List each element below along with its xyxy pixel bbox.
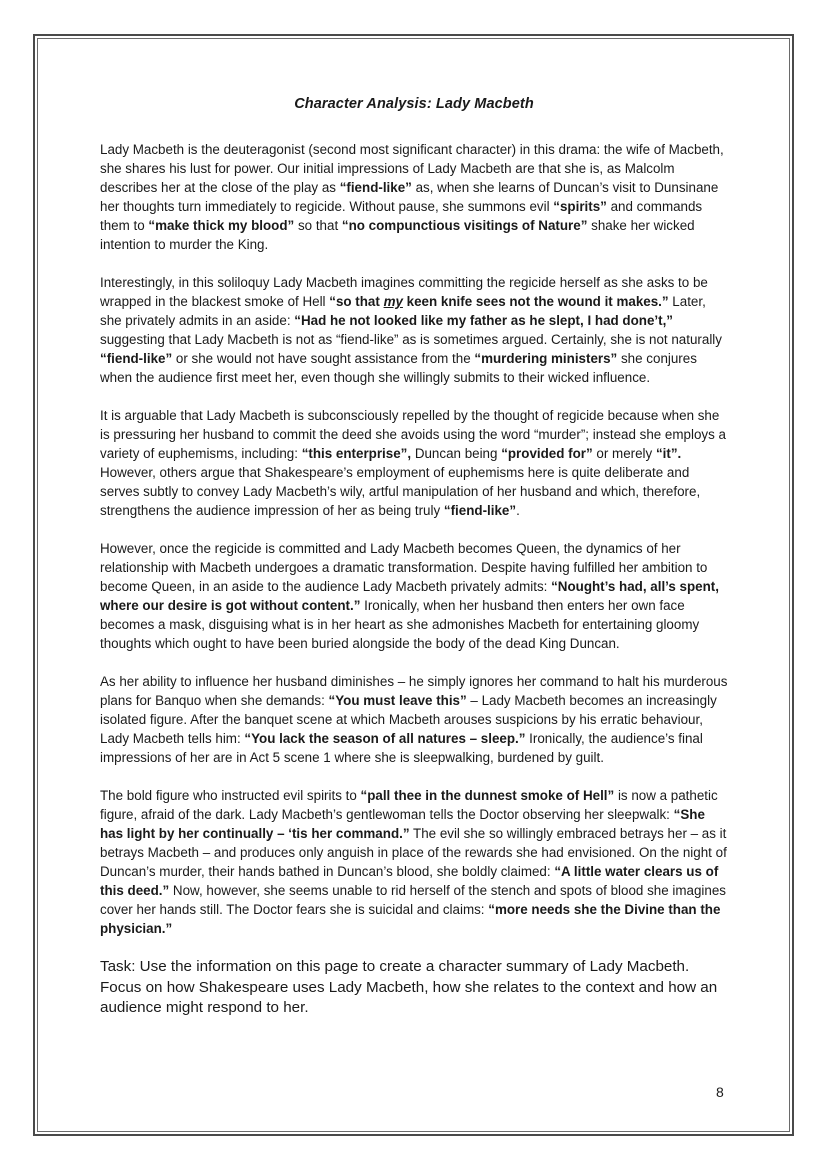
document-title: Character Analysis: Lady Macbeth: [294, 96, 534, 112]
quotation: “fiend-like”: [100, 351, 173, 366]
paragraph: [100, 273, 728, 387]
text-run: or merely: [592, 446, 656, 461]
text-run: as, when she learns of Duncan’s visit to Dunsinane her thoughts turn immediately to regicide. Without pause, she summons evil: [100, 180, 719, 214]
quotation: “spirits”: [553, 199, 607, 214]
text-run: It is arguable that Lady Macbeth is subconsciously repelled by the thought of regicide because when she is pressuring her husband to commit the deed she avoids using the word “murder”; instead she employs a variety of euphemisms, including:: [100, 408, 726, 461]
quotation: “murdering ministers”: [474, 351, 618, 366]
text-run: As her ability to influence her husband diminishes – he simply ignores her command to halt his murderous plans for Banquo when she demands:: [100, 674, 728, 708]
text-run: However, once the regicide is committed and Lady Macbeth becomes Queen, the dynamics of her relationship with Macbeth undergoes a dramatic transformation. Despite having fulfilled her ambition to become Queen, in an aside to the audience Lady Macbeth privately admits:: [100, 541, 708, 594]
document-body: [100, 96, 728, 1019]
quotation: “provided for”: [501, 446, 593, 461]
quotation: “this enterprise”,: [301, 446, 412, 461]
text-run: suggesting that Lady Macbeth is not as “fiend-like” as is sometimes argued. Certainly, she is not naturally: [100, 332, 722, 347]
quotation: “She has light by her continually – ‘tis her command.”: [100, 807, 705, 841]
paragraph: [100, 140, 728, 254]
quotation: “no compunctious visitings of Nature”: [341, 218, 588, 233]
quotation: “You lack the season of all natures – sleep.”: [244, 731, 526, 746]
quotation: “more needs she the Divine than the physician.”: [100, 902, 721, 936]
paragraph-list: [100, 140, 728, 938]
quotation: “fiend-like”: [339, 180, 412, 195]
text-run: she conjures when the audience first meet her, even though she willingly submits to their wicked influence.: [100, 351, 697, 385]
paragraph: [100, 786, 728, 938]
text-run: Duncan being: [411, 446, 502, 461]
text-run: Ironically, the audience’s final impressions of her are in Act 5 scene 1 where she is sleepwalking, burdened by guilt.: [100, 731, 703, 765]
paragraph: [100, 406, 728, 520]
quotation: “it”.: [655, 446, 682, 461]
text-run: .: [516, 503, 520, 518]
text-run: shake her wicked intention to murder the King.: [100, 218, 695, 252]
text-run: – Lady Macbeth becomes an increasingly isolated figure. After the banquet scene at which Macbeth arouses suspicions by his erratic behaviour, Lady Macbeth tells him:: [100, 693, 717, 746]
paragraph: [100, 539, 728, 653]
text-run: Interestingly, in this soliloquy Lady Macbeth imagines committing the regicide herself as she asks to be wrapped in the blackest smoke of Hell: [100, 275, 708, 309]
text-run: Now, however, she seems unable to rid herself of the stench and spots of blood she imagines cover her hands still. The Doctor fears she is suicidal and claims:: [100, 883, 726, 917]
quotation: keen knife sees not the wound it makes.”: [402, 294, 669, 309]
quotation: my: [383, 294, 403, 309]
text-run: Ironically, when her husband then enters her own face becomes a mask, disguising what is in her heart as she admonishes Macbeth for entertaining gloomy thoughts which ought to have been buried alongside the body of the dead King Duncan.: [100, 598, 700, 651]
text-run: The bold figure who instructed evil spirits to: [100, 788, 361, 803]
quotation: “so that: [329, 294, 384, 309]
paragraph: [100, 672, 728, 767]
text-run: or she would not have sought assistance from the: [172, 351, 475, 366]
text-run: and commands them to: [100, 199, 703, 233]
text-run: Later, she privately admits in an aside:: [100, 294, 706, 328]
quotation: “fiend-like”: [443, 503, 517, 518]
text-run: so that: [294, 218, 342, 233]
text-run: is now a pathetic figure, afraid of the dark. Lady Macbeth’s gentlewoman tells the Doctor observing her sleepwalk:: [100, 788, 718, 822]
page-number: 8: [716, 1084, 724, 1100]
quotation: “Nought’s had, all’s spent, where our desire is got without content.”: [100, 579, 719, 613]
task-instructions: Task: Use the information on this page to create a character summary of Lady Macbeth. Focus on how Shakespeare uses Lady Macbeth, how she relates to the context and how an audience might respond to her.: [100, 958, 718, 1016]
text-run: However, others argue that Shakespeare’s employment of euphemisms here is quite deliberate and serves subtly to convey Lady Macbeth’s wily, artful manipulation of her husband and which, therefore, strengthens the audience impression of her as being truly: [100, 465, 701, 518]
quotation: “A little water clears us of this deed.”: [100, 864, 719, 898]
quotation: “make thick my blood”: [148, 218, 295, 233]
quotation: “You must leave this”: [328, 693, 467, 708]
text-run: The evil she so willingly embraced betrays her – as it betrays Macbeth – and produces only anguish in place of the rewards she had envisioned. On the night of Duncan’s murder, their hands bathed in Duncan’s blood, she boldly claimed:: [100, 826, 727, 879]
quotation: “Had he not looked like my father as he slept, I had done’t,”: [294, 313, 673, 328]
quotation: “pall thee in the dunnest smoke of Hell”: [360, 788, 615, 803]
text-run: Lady Macbeth is the deuteragonist (second most significant character) in this drama: the wife of Macbeth, she shares his lust for power. Our initial impressions of Lady Macbeth are that she is, as Malcolm describes her at the close of the play as: [100, 142, 724, 195]
